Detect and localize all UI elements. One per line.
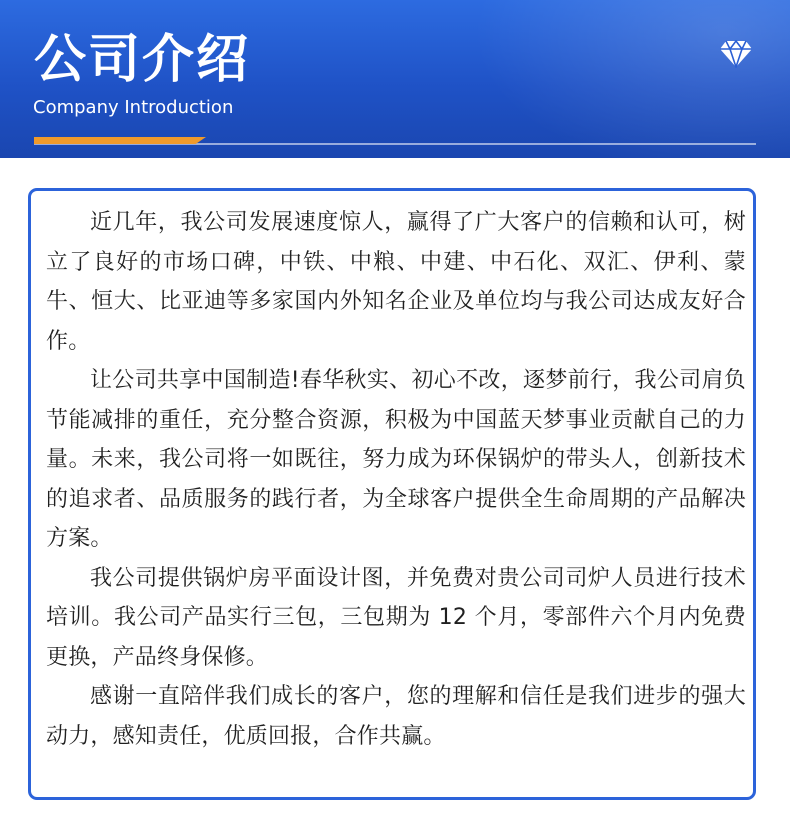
diamond-icon <box>719 40 753 68</box>
paragraph-4: 感谢一直陪伴我们成长的客户，您的理解和信任是我们进步的强大动力，感知责任，优质回报，合作共赢。 <box>46 684 746 749</box>
banner-shine <box>430 0 790 158</box>
paragraph-1: 近几年，我公司发展速度惊人，赢得了广大客户的信赖和认可，树立了良好的市场口碑，中铁、中粮、中建、中石化、双汇、伊利、蒙牛、恒大、比亚迪等多家国内外知名企业及单位均与我公司达成友好合作。 <box>46 210 746 354</box>
header-accent-bar <box>34 137 206 144</box>
introduction-text <box>46 203 746 756</box>
page-title: 公司介绍 <box>34 30 251 90</box>
page-subtitle: Company Introduction <box>33 97 234 118</box>
paragraph-3: 我公司提供锅炉房平面设计图，并免费对贵公司司炉人员进行技术培训。我公司产品实行三包，三包期为 12 个月，零部件六个月内免费更换，产品终身保修。 <box>46 565 746 670</box>
header-banner <box>0 0 790 158</box>
paragraph-2: 让公司共享中国制造!春华秋实、初心不改，逐梦前行，我公司肩负节能减排的重任，充分整合资源，积极为中国蓝天梦事业贡献自己的力量。未来，我公司将一如既往，努力成为环保锅炉的带头人，创新技术的追求者、品质服务的践行者，为全球客户提供全生命周期的产品解决方案。 <box>46 368 746 551</box>
